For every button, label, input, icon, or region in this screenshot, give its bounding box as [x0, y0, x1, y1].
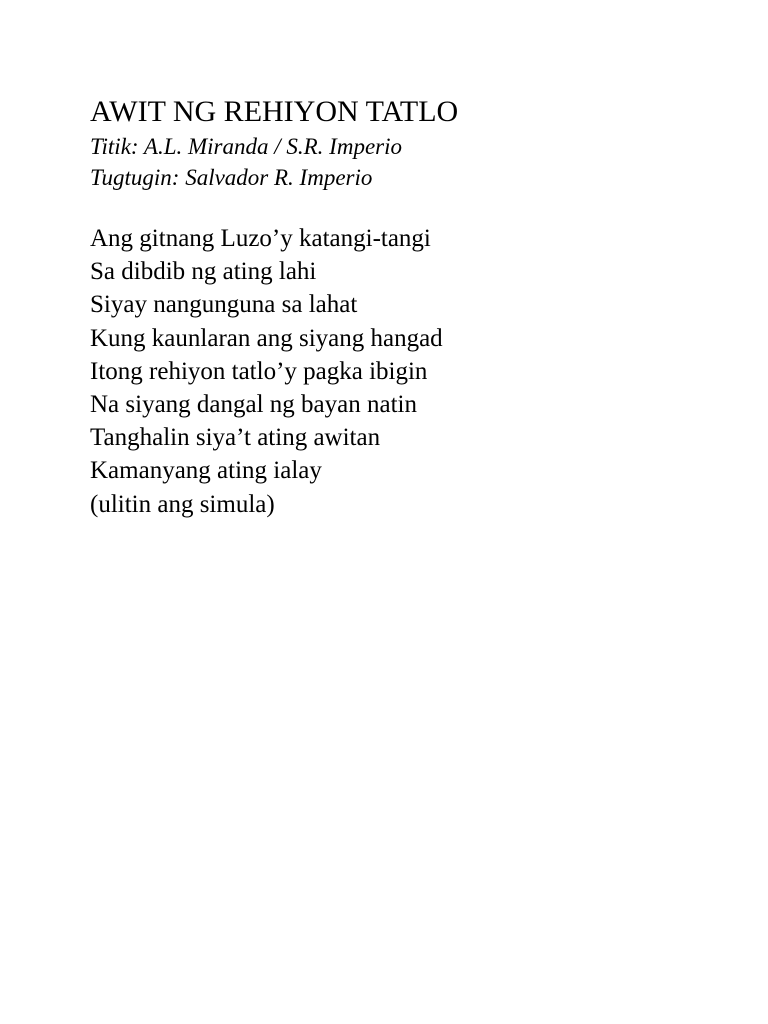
lyric-line: Tanghalin siya’t ating awitan [90, 424, 381, 452]
lyrics-block [90, 222, 730, 521]
song-title: AWIT NG REHIYON TATLO [90, 95, 459, 128]
lyric-line: Ang gitnang Luzo’y katangi-tangi [90, 225, 431, 252]
lyric-line: Kung kaunlaran ang siyang hangad [90, 324, 443, 352]
lyric-line: Itong rehiyon tatlo’y pagka ibigin [90, 357, 428, 385]
lyric-line: Na siyang dangal ng bayan natin [90, 391, 417, 419]
lyricist-credit: Titik: A.L. Miranda / S.R. Imperio [90, 134, 402, 159]
song-credits [90, 131, 730, 193]
repeat-instruction: (ulitin ang simula) [90, 490, 275, 518]
lyric-line: Siyay nangunguna sa lahat [90, 291, 358, 319]
document-page [90, 94, 730, 521]
composer-credit: Tugtugin: Salvador R. Imperio [90, 165, 373, 190]
lyric-line: Kamanyang ating ialay [90, 457, 322, 485]
lyric-line: Sa dibdib ng ating lahi [90, 258, 317, 286]
